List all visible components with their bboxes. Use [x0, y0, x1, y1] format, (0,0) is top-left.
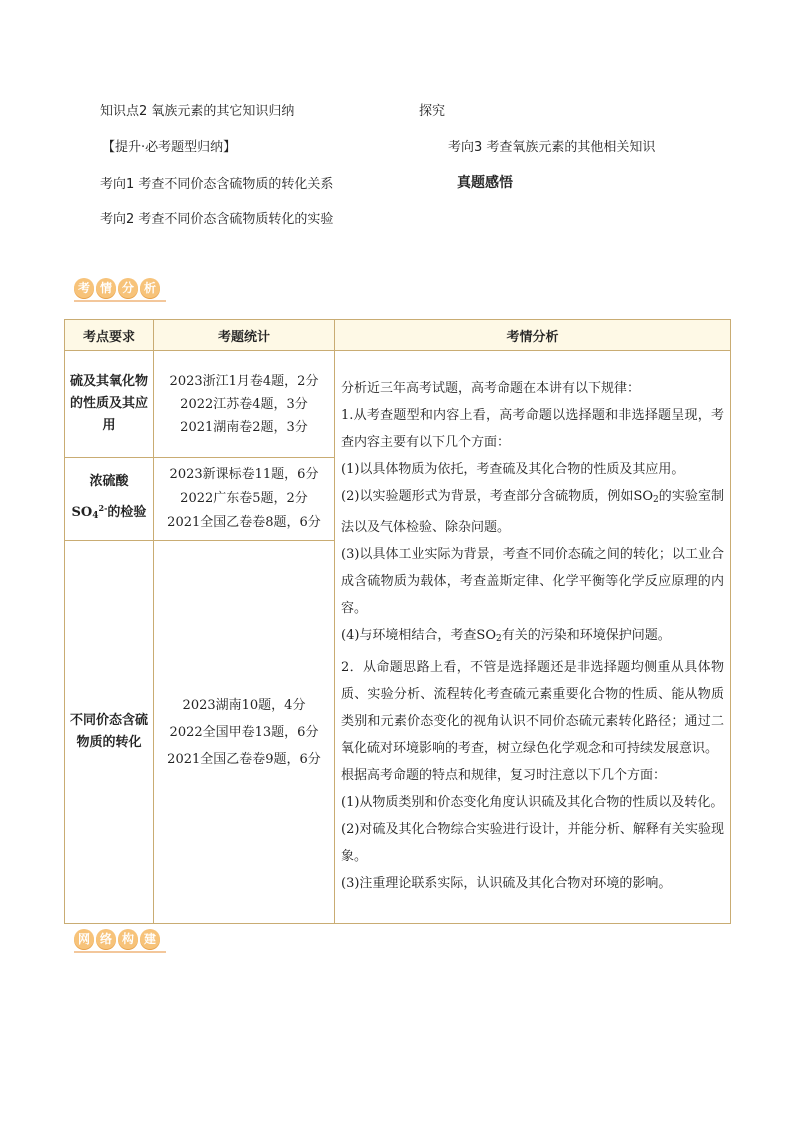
analysis-paragraph: (1)以具体物质为依托，考查硫及其化合物的性质及其应用。 — [341, 461, 685, 477]
stat-line: 2023浙江1月卷4题，2分 — [169, 373, 319, 389]
analysis-paragraph: (2)对硫及其化合物综合实验进行设计，并能分析、解释有关实验现象。 — [341, 822, 724, 865]
exam-analysis-table — [64, 319, 731, 924]
requirement-cell: 硫及其氧化物的性质及其应用 — [65, 351, 154, 458]
stat-line: 2023新课标卷11题，6分 — [169, 467, 319, 482]
badge-underline — [74, 300, 166, 302]
badge-char: 构 — [118, 929, 138, 949]
badge-char: 建 — [140, 929, 160, 949]
badge-char: 情 — [96, 278, 116, 298]
header-statistics: 考题统计 — [154, 320, 335, 351]
toc-real-exam[interactable]: 真题感悟 — [457, 175, 513, 191]
toc-direction-3[interactable]: 考向3 考查氧族元素的其他相关知识 — [448, 140, 656, 155]
section-badge-exam-analysis — [74, 278, 162, 298]
stat-line: 2021湖南卷2题，3分 — [180, 419, 308, 435]
stat-line: 2023湖南10题，4分 — [182, 697, 306, 713]
table-header-row — [65, 320, 731, 351]
analysis-paragraph: 分析近三年高考试题，高考命题在本讲有以下规律： — [341, 380, 641, 396]
badge-underline — [74, 951, 166, 953]
analysis-paragraph: (3)注重理论联系实际，认识硫及其化合物对环境的影响。 — [341, 876, 672, 892]
stat-line: 2022江苏卷4题，3分 — [180, 396, 308, 412]
badge-char: 络 — [96, 929, 116, 949]
stat-line: 2021全国乙卷卷9题，6分 — [167, 751, 321, 767]
analysis-paragraph: (2)以实验题形式为背景，考查部分含硫物质，例如$SO_2$的实验室制法以及气体检验、除杂问题。 — [341, 488, 724, 536]
stat-line: 2022全国甲卷13题，6分 — [169, 724, 319, 740]
analysis-cell — [335, 351, 731, 924]
badge-char: 析 — [140, 278, 160, 298]
statistics-cell — [154, 541, 335, 924]
stat-line: 2022广东卷5题，2分 — [180, 491, 308, 506]
analysis-paragraph: 1.从考查题型和内容上看，高考命题以选择题和非选择题呈现，考查内容主要有以下几个方面： — [341, 407, 724, 450]
badge-char: 分 — [118, 278, 138, 298]
badge-char: 考 — [74, 278, 94, 298]
requirement-cell: 不同价态含硫物质的转化 — [65, 541, 154, 924]
statistics-cell — [154, 458, 335, 541]
header-analysis: 考情分析 — [335, 320, 731, 351]
section-badge-network-build — [74, 929, 162, 949]
toc-direction-2[interactable]: 考向2 考查不同价态含硫物质转化的实验 — [100, 212, 334, 227]
badge-char: 网 — [74, 929, 94, 949]
requirement-cell: 浓硫酸 $SO_4^{2-}$的检验 — [65, 458, 154, 541]
toc-explore[interactable]: 探究 — [419, 104, 446, 119]
stat-line: 2021全国乙卷卷8题，6分 — [167, 515, 321, 530]
analysis-paragraph: (4)与环境相结合，考查$SO_2$有关的污染和环境保护问题。 — [341, 628, 671, 645]
table-row — [65, 351, 731, 458]
toc-improve-section[interactable]: 【提升·必考题型归纳】 — [102, 140, 237, 155]
analysis-paragraph: 2．从命题思路上看，不管是选择题还是非选择题均侧重从具体物质、实验分析、流程转化考查硫元素重要化合物的性质、能从物质类别和元素价态变化的视角认识不同价态硫元素转化路径；通过二氧化硫对环境影响的考查，树立绿色化学观念和可持续发展意识。 — [341, 659, 724, 756]
analysis-paragraph: 根据高考命题的特点和规律，复习时注意以下几个方面： — [341, 767, 667, 783]
header-requirement: 考点要求 — [65, 320, 154, 351]
statistics-cell — [154, 351, 335, 458]
toc-knowledge-point-2[interactable]: 知识点2 氧族元素的其它知识归纳 — [100, 104, 295, 119]
analysis-paragraph: (3)以具体工业实际为背景，考查不同价态硫之间的转化；以工业合成含硫物质为载体，考查盖斯定律、化学平衡等化学反应原理的内容。 — [341, 547, 724, 617]
analysis-paragraph: (1)从物质类别和价态变化角度认识硫及其化合物的性质以及转化。 — [341, 795, 724, 811]
toc-direction-1[interactable]: 考向1 考查不同价态含硫物质的转化关系 — [100, 177, 334, 192]
